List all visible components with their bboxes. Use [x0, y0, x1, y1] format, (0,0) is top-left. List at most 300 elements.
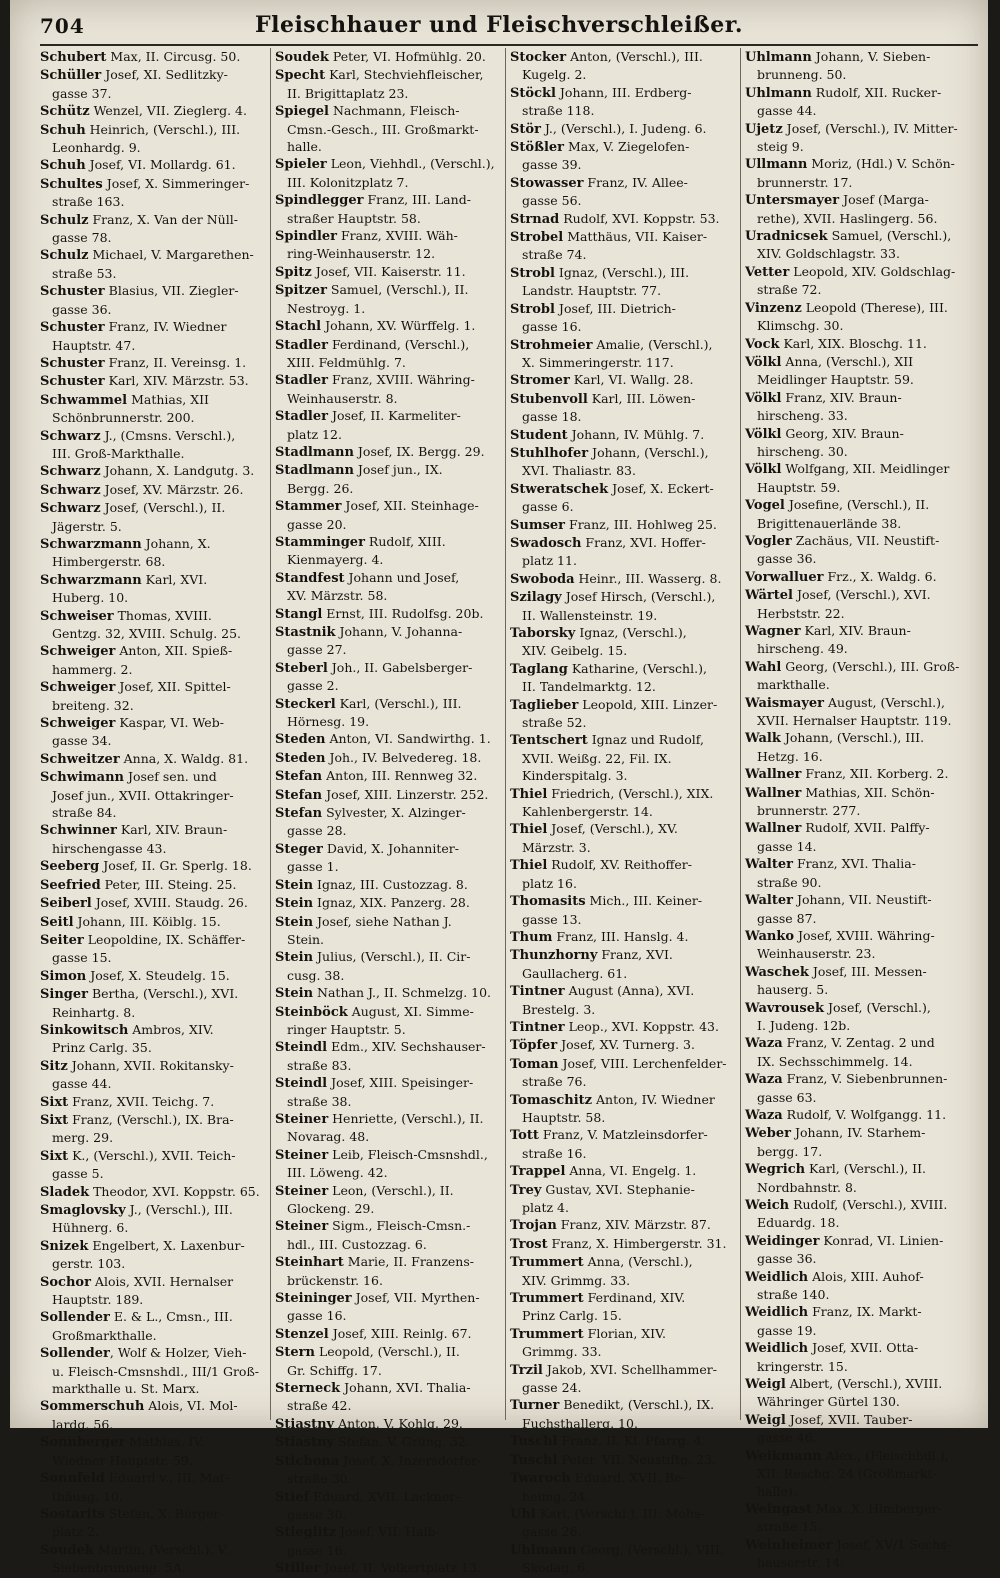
entry-address: Josef, XII. Steinhage- gasse 20.: [287, 498, 479, 532]
entry-address: Anton, (Verschl.), III. Kugelg. 2.: [522, 49, 703, 83]
entry-address: Georg, (Verschl.), VIII. Skodag. 6.: [522, 1541, 724, 1576]
directory-entry: [745, 1411, 971, 1447]
entry-name: Schütz: [40, 104, 90, 120]
directory-entry: [40, 642, 266, 678]
entry-address: J., (Cmsns. Verschl.), III. Groß-Markthalle.: [52, 427, 236, 461]
entry-address: Peter, VII. Neustiftg. 23.: [557, 1451, 716, 1467]
page-number: 704: [40, 14, 85, 38]
directory-entry: [510, 444, 736, 480]
entry-address: Ignaz und Rudolf, XVII. Weißg. 22, Fil. IX. Kinderspitalg. 3.: [522, 732, 704, 784]
entry-address: Karl, (Verschl.), III. Hörnesg. 19.: [287, 695, 462, 730]
directory-entry: [40, 913, 266, 931]
directory-entry: [275, 767, 501, 785]
column-3: [510, 48, 736, 1576]
directory-entry: [510, 1289, 736, 1325]
entry-name: Tentschert: [510, 733, 588, 749]
entry-address: Anton, XII. Spieß- hammerg. 2.: [52, 643, 233, 677]
entry-name: Spitzer: [275, 283, 327, 299]
directory-entry: [275, 1488, 501, 1524]
directory-entry: [40, 1397, 266, 1433]
directory-entry: [745, 1339, 971, 1375]
entry-name: Weidlich: [745, 1269, 809, 1285]
entry-address: Josef jun., IX. Bergg. 26.: [287, 462, 443, 496]
entry-name: Sixt: [40, 1148, 69, 1164]
entry-address: Johann, III. Köiblg. 15.: [73, 913, 221, 929]
entry-address: Josef, III. Dietrich- gasse 16.: [522, 300, 676, 335]
entry-name: Steiner: [275, 1219, 329, 1235]
directory-entry: [745, 335, 971, 353]
entry-name: Weich: [745, 1198, 790, 1213]
entry-name: Stangl: [275, 606, 323, 622]
entry-name: Uhlmann: [745, 85, 812, 101]
entry-address: Leopoldine, IX. Schäffer- gasse 15.: [52, 931, 246, 966]
entry-name: Specht: [275, 68, 326, 84]
entry-name: Trummert: [510, 1291, 584, 1307]
directory-entry: [275, 1110, 501, 1146]
entry-name: Stief: [275, 1489, 310, 1505]
entry-address: Karl, VI. Wallg. 28.: [569, 372, 694, 388]
directory-entry: [745, 1034, 971, 1070]
entry-name: Stößler: [510, 140, 564, 156]
entry-address: Heinrich, (Verschl.), III. Leonhardg. 9.: [52, 121, 241, 156]
entry-name: Ullmann: [745, 157, 808, 173]
entry-name: Waza: [745, 1107, 783, 1123]
entry-address: Franz, V. Zentag. 2 und IX. Sechsschimmelg. 14.: [757, 1035, 935, 1069]
entry-address: Johann, XV. Würffelg. 1.: [321, 318, 476, 334]
entry-address: Anna, VI. Engelg. 1.: [565, 1163, 697, 1179]
entry-address: Ignaz, III. Custozzag. 8.: [313, 876, 468, 892]
directory-entry: [745, 1070, 971, 1106]
entry-address: Mathias, XII. Schön- brunnerstr. 277.: [757, 784, 935, 819]
directory-entry: [40, 967, 266, 985]
entry-name: Steininger: [275, 1291, 352, 1307]
directory-entry: [510, 264, 736, 300]
directory-entry: [40, 499, 266, 535]
entry-name: Stern: [275, 1345, 315, 1361]
entry-name: Schwarz: [40, 482, 101, 498]
column-1: [40, 48, 266, 1576]
entry-name: Strobl: [510, 301, 555, 317]
entry-address: Rudolf, XV. Reithoffer- platz 16.: [522, 857, 692, 891]
entry-address: Franz, IV. Wiedner Hauptstr. 47.: [52, 319, 227, 353]
entry-name: Stein: [275, 896, 314, 912]
entry-name: Weidlich: [745, 1341, 809, 1357]
entry-address: Ernst, III. Rudolfsg. 20b.: [322, 605, 484, 621]
directory-entry: [745, 999, 971, 1035]
directory-entry: [510, 1055, 736, 1091]
entry-name: Waza: [745, 1072, 783, 1088]
entry-address: Eduard v., III. Mat- thäusg. 10.: [52, 1470, 230, 1504]
directory-entry: [510, 660, 736, 696]
directory-entry: [40, 282, 266, 318]
entry-name: Sollender: [40, 1310, 110, 1326]
entry-name: Stör: [510, 121, 541, 137]
entry-name: Vogel: [745, 498, 785, 514]
directory-entry: [40, 48, 266, 66]
entry-address: Josef, X. Steudelg. 15.: [86, 967, 230, 983]
entry-address: Eduard, XVII. Be- heimg. 24.: [522, 1470, 686, 1504]
entry-address: Anton, IV. Wiedner Hauptstr. 58.: [522, 1091, 715, 1125]
entry-address: Josef, XVII. Otta- kringerstr. 15.: [757, 1340, 919, 1374]
entry-address: Karl, XVI. Huberg. 10.: [52, 571, 208, 606]
entry-name: Wallner: [745, 785, 802, 801]
entry-name: Weber: [745, 1126, 792, 1142]
entry-address: Benedikt, (Verschl.), IX. Fuchsthallerg. 10.: [522, 1397, 715, 1431]
directory-entry: [510, 336, 736, 372]
entry-address: Alois, XVII. Hernalser Hauptstr. 189.: [52, 1273, 234, 1308]
directory-entry: [510, 785, 736, 821]
entry-name: Trost: [510, 1236, 548, 1252]
directory-entry: [510, 1325, 736, 1361]
directory-entry: [40, 1057, 266, 1093]
directory-entry: [745, 586, 971, 622]
entry-name: Steckerl: [275, 696, 336, 712]
entry-address: Leop., XVI. Koppstr. 43.: [564, 1018, 719, 1034]
entry-name: Steindl: [275, 1076, 328, 1092]
directory-entry: [510, 300, 736, 336]
entry-address: Ignaz, (Verschl.), XIV. Geibelg. 15.: [522, 625, 687, 659]
entry-name: Thiel: [510, 858, 548, 874]
entry-address: Franz, X. Van der Nüll- gasse 78.: [52, 211, 238, 246]
entry-address: Ferdinand, (Verschl.), XIII. Feldmühlg. 7.: [287, 336, 470, 370]
entry-name: Thiel: [510, 786, 548, 802]
entry-address: Josef, (Verschl.), XV. Märzstr. 3.: [522, 821, 678, 855]
directory-entry: [745, 891, 971, 927]
entry-address: Franz, II. Vereinsg. 1.: [104, 354, 247, 370]
entry-name: Stastnik: [275, 625, 336, 640]
entry-name: Stowasser: [510, 175, 584, 191]
directory-entry: [510, 84, 736, 120]
entry-address: Franz, III. Hanslg. 4.: [552, 928, 689, 944]
directory-entry: [40, 175, 266, 211]
entry-name: Trojan: [510, 1218, 557, 1234]
directory-entry: [745, 496, 971, 532]
entry-address: Konrad, VI. Linien- gasse 36.: [757, 1232, 944, 1267]
entry-name: Trey: [510, 1182, 542, 1198]
entry-address: Johann, X. Landgutg. 3.: [100, 463, 255, 479]
directory-entry: [745, 1303, 971, 1339]
entry-name: Sixt: [40, 1094, 69, 1110]
entry-address: Franz, V. Siebenbrunnen- gasse 63.: [757, 1071, 948, 1105]
entry-name: Stichona: [275, 1453, 340, 1469]
directory-entry: [510, 1432, 736, 1450]
entry-address: Leopold, (Verschl.), II. Gr. Schiffg. 17.: [287, 1344, 460, 1378]
directory-entry: [510, 48, 736, 84]
entry-name: Wagner: [745, 624, 801, 639]
directory-entry: [275, 227, 501, 263]
directory-entry: [40, 354, 266, 372]
entry-name: Waschek: [745, 964, 809, 980]
entry-name: Tintner: [510, 984, 565, 1000]
entry-name: Weidinger: [745, 1233, 820, 1249]
directory-entry: [745, 1500, 971, 1536]
entry-address: Karl, XIV. Braun- hirscheng. 49.: [757, 623, 911, 657]
column-2: [275, 48, 501, 1577]
directory-entry: [275, 1289, 501, 1325]
entry-address: Karl, XIV. Braun- hirschengasse 43.: [52, 822, 228, 856]
directory-entry: [510, 588, 736, 624]
entry-name: Völkl: [745, 462, 782, 478]
directory-entry: [40, 102, 266, 120]
directory-entry: [745, 389, 971, 425]
directory-entry: [745, 765, 971, 783]
entry-address: Josef, XV. Turnerg. 3.: [557, 1037, 695, 1053]
entry-address: Franz, XVI. Gaullacherg. 61.: [522, 947, 673, 981]
entry-address: Max, II. Circusg. 50.: [106, 49, 241, 64]
entry-address: Julius, (Verschl.), II. Cir- cusg. 38.: [287, 949, 471, 983]
entry-name: Strnad: [510, 211, 560, 227]
entry-address: Mich., III. Keiner- gasse 13.: [522, 893, 703, 927]
entry-name: Schulz: [40, 248, 89, 264]
directory-entry: [510, 210, 736, 228]
entry-address: Anton, VI. Sandwirthg. 1.: [325, 731, 491, 747]
directory-entry: [275, 948, 501, 984]
entry-address: August, (Verschl.), XVII. Hernalser Hauptstr. 119.: [757, 694, 952, 729]
entry-address: Engelbert, X. Laxenbur- gerstr. 103.: [52, 1237, 245, 1272]
entry-name: Steiner: [275, 1147, 329, 1163]
entry-name: Uradnicsek: [745, 229, 828, 245]
entry-address: Thomas, XVIII. Gentzg. 32, XVIII. Schulg. 25.: [52, 607, 242, 641]
entry-address: Josef, XIII. Reinlg. 67.: [328, 1325, 472, 1341]
entry-name: Spitz: [275, 264, 312, 280]
entry-name: Steiner: [275, 1111, 329, 1127]
entry-name: Thomasits: [510, 894, 586, 910]
entry-address: Karl, Stechviehfleischer, II. Brigittaplatz 23.: [287, 67, 484, 101]
directory-entry: [510, 1036, 736, 1054]
entry-address: Mathias, IV. Wiedner Hauptstr. 59.: [52, 1434, 205, 1468]
entry-address: Franz, II. Kl. Pfarrg. 4.: [557, 1433, 706, 1449]
entry-address: Johann, IV. Starhem- bergg. 17.: [757, 1125, 926, 1159]
directory-entry: [745, 353, 971, 389]
page-title: Fleischhauer und Fleischverschleißer.: [254, 12, 744, 38]
entry-name: Sochor: [40, 1274, 91, 1290]
entry-name: Untersmayer: [745, 193, 840, 209]
directory-entry: [510, 516, 736, 534]
directory-entry: [510, 856, 736, 892]
entry-address: Georg, (Verschl.), III. Groß- markthalle.: [757, 658, 960, 693]
entry-name: Schweitzer: [40, 751, 120, 767]
entry-name: Steden: [275, 732, 326, 748]
entry-name: Seitl: [40, 914, 74, 930]
entry-address: Stefan, V. Grüng. 32.: [334, 1434, 470, 1450]
entry-address: Leopold, XIV. Goldschlag- straße 72.: [757, 263, 956, 298]
entry-address: Franz, XVIII. Wäh- ring-Weinhauserstr. 12.: [287, 228, 458, 262]
entry-name: Stefan: [275, 806, 323, 822]
entry-address: Florian, XIV. Grimmg. 33.: [522, 1325, 666, 1360]
entry-name: Stefan: [275, 787, 323, 803]
entry-name: Weingast: [745, 1501, 813, 1517]
directory-entry: [275, 1038, 501, 1074]
entry-address: Max, V. Ziegelofen- gasse 39.: [522, 139, 690, 173]
directory-entry: [275, 1452, 501, 1488]
entry-name: Waza: [745, 1036, 783, 1052]
directory-entry: [275, 461, 501, 497]
directory-entry: [40, 1093, 266, 1111]
directory-entry: [510, 1361, 736, 1397]
directory-entry: [275, 371, 501, 407]
directory-entry: [40, 1505, 266, 1541]
entry-name: Weidlich: [745, 1305, 809, 1321]
directory-entry: [275, 443, 501, 461]
entry-name: Swoboda: [510, 571, 575, 587]
entry-address: Anton, V. Kohlg. 29.: [334, 1415, 463, 1431]
entry-name: Weikmann: [745, 1448, 822, 1464]
entry-address: K., (Verschl.), XVII. Teich- gasse 5.: [52, 1147, 236, 1182]
entry-name: Twaroch: [510, 1471, 571, 1487]
entry-address: Josef, XIII. Linzerstr. 252.: [322, 786, 489, 802]
entry-name: Walk: [745, 731, 781, 747]
entry-address: Johann, V. Johanna- gasse 27.: [287, 624, 463, 658]
entry-address: Josef, XII. Spittel- breiteng. 32.: [52, 679, 231, 713]
entry-name: Wärtel: [745, 588, 793, 604]
entry-address: Katharine, (Verschl.), II. Tandelmarktg. 12.: [522, 660, 707, 695]
entry-name: Sostarits: [40, 1506, 105, 1522]
directory-entry: [510, 696, 736, 732]
entry-name: Weigl: [745, 1412, 786, 1428]
entry-name: Völkl: [745, 390, 782, 406]
entry-name: Spindler: [275, 229, 338, 245]
entry-address: Leopold, XIII. Linzer- straße 52.: [522, 696, 718, 731]
entry-address: Josef, X. Eckert- gasse 6.: [522, 480, 714, 515]
entry-name: Ujetz: [745, 121, 783, 137]
entry-name: Stamminger: [275, 534, 365, 550]
entry-address: Johann, V. Sieben- brunneng. 50.: [757, 49, 931, 83]
entry-address: Max, X. Himberger- straße 15.: [757, 1500, 942, 1535]
directory-entry: [275, 1074, 501, 1110]
entry-name: Simon: [40, 968, 87, 984]
directory-entry: [40, 1111, 266, 1147]
entry-name: Sonnfeld: [40, 1471, 105, 1487]
entry-address: Samuel, (Verschl.), XIV. Goldschlagstr. 33.: [757, 228, 952, 262]
directory-entry: [275, 317, 501, 335]
directory-entry: [40, 1201, 266, 1237]
entry-name: Stadlmann: [275, 444, 354, 460]
entry-name: Stieglitz: [275, 1525, 336, 1541]
entry-name: Schuster: [40, 374, 105, 390]
entry-address: Karl, XIX. Bloschg. 11.: [779, 335, 927, 351]
entry-name: Sinkowitsch: [40, 1022, 129, 1038]
entry-name: Trummert: [510, 1255, 584, 1271]
entry-name: Sommerschuh: [40, 1399, 145, 1415]
entry-name: Tuschl: [510, 1434, 558, 1450]
directory-entry: [510, 982, 736, 1018]
entry-address: Rudolf, XII. Rucker- gasse 44.: [757, 84, 942, 119]
directory-entry: [40, 211, 266, 247]
entry-address: Zachäus, VII. Neustift- gasse 36.: [757, 532, 940, 567]
entry-name: Schubert: [40, 50, 107, 65]
entry-address: Ignaz, XIX. Panzerg. 28.: [313, 895, 470, 911]
entry-address: Rudolf, XIII. Kienmayerg. 4.: [287, 533, 446, 568]
entry-name: Tintner: [510, 1019, 565, 1035]
entry-name: Seiberl: [40, 896, 92, 912]
entry-address: Karl, (Verschl.), II. Nordbahnstr. 8.: [757, 1161, 926, 1195]
entry-name: Stammer: [275, 499, 342, 515]
entry-name: Singer: [40, 987, 88, 1003]
entry-name: Vogler: [745, 533, 792, 549]
directory-entry: [510, 1469, 736, 1505]
entry-name: Völkl: [745, 426, 782, 442]
entry-address: Albert, (Verschl.), XVIII. Währinger Gürtel 130.: [757, 1376, 943, 1410]
directory-entry: [510, 534, 736, 570]
directory-entry: [275, 695, 501, 731]
entry-name: Thunzhorny: [510, 948, 598, 964]
entry-address: Rudolf, XVII. Palffy- gasse 14.: [757, 820, 930, 854]
directory-entry: [275, 605, 501, 623]
entry-name: Walter: [745, 893, 793, 909]
entry-name: Schuster: [40, 320, 105, 336]
entry-name: Stein: [275, 950, 314, 966]
entry-address: Matthäus, VII. Kaiser- straße 74.: [522, 229, 708, 263]
directory-entry: [40, 1147, 266, 1183]
entry-name: Sterneck: [275, 1381, 341, 1397]
entry-address: Johann, (Verschl.), XVI. Thaliastr. 83.: [522, 444, 709, 479]
entry-address: Anton, III. Rennweg 32.: [322, 768, 478, 784]
directory-entry: [275, 1146, 501, 1182]
entry-address: Alois, XIII. Auhof- straße 140.: [757, 1268, 924, 1303]
entry-name: Standfest: [275, 570, 345, 586]
directory-entry: [745, 1268, 971, 1304]
column-4: [745, 48, 971, 1571]
entry-address: Samuel, (Verschl.), II. Nestroyg. 1.: [287, 282, 469, 316]
directory-entry: [745, 263, 971, 299]
directory-entry: [510, 731, 736, 784]
entry-address: Josef, VII. Myrthen- gasse 16.: [287, 1290, 480, 1324]
directory-entry: [275, 155, 501, 191]
entry-name: Steinhart: [275, 1255, 344, 1271]
entry-address: Anna, (Verschl.), XIV. Grimmg. 33.: [522, 1254, 693, 1288]
directory-entry: [40, 1541, 266, 1577]
entry-address: Nathan J., II. Schmelzg. 10.: [313, 985, 492, 1001]
entry-address: Henriette, (Verschl.), II. Novarag. 48.: [287, 1110, 484, 1145]
entry-address: Bertha, (Verschl.), XVI. Reinhartg. 8.: [52, 986, 239, 1020]
directory-entry: [275, 533, 501, 569]
directory-entry: [275, 281, 501, 317]
entry-name: Sumser: [510, 517, 566, 533]
directory-entry: [745, 299, 971, 335]
entry-name: Taglieber: [510, 697, 579, 713]
directory-entry: [275, 876, 501, 894]
directory-entry: [275, 913, 501, 949]
directory-entry: [510, 426, 736, 444]
entry-address: Josef sen. und Josef jun., XVII. Ottakringer- straße 84.: [52, 769, 234, 821]
entry-name: Vorwalluer: [745, 569, 824, 585]
entry-address: Franz, XVII. Teichg. 7.: [68, 1093, 215, 1109]
entry-address: Friedrich, (Verschl.), XIX. Kahlenbergerstr. 14.: [522, 785, 714, 820]
entry-name: Soudek: [40, 1542, 94, 1558]
directory-entry: [510, 1396, 736, 1432]
directory-entry: [510, 928, 736, 946]
entry-address: Moriz, (Hdl.) V. Schön- brunnerstr. 17.: [757, 156, 955, 190]
entry-name: Trappel: [510, 1164, 566, 1180]
entry-name: Sollender: [40, 1346, 110, 1362]
entry-name: Schwarzmann: [40, 572, 142, 588]
entry-name: Schwarz: [40, 464, 101, 480]
directory-entry: [40, 750, 266, 768]
entry-address: Leib, Fleisch-Cmsnshdl., III. Löweng. 42.: [287, 1146, 488, 1181]
directory-entry: [745, 1196, 971, 1232]
directory-entry: [510, 174, 736, 210]
entry-name: Sonnberger: [40, 1435, 126, 1451]
directory-entry: [745, 1232, 971, 1268]
directory-entry: [40, 857, 266, 875]
entry-address: David, X. Johanniter- gasse 1.: [287, 840, 459, 875]
entry-name: Stiller: [275, 1561, 321, 1577]
directory-entry: [275, 1433, 501, 1451]
directory-entry: [510, 1018, 736, 1036]
entry-name: Steindl: [275, 1040, 328, 1056]
directory-entry: [745, 855, 971, 891]
entry-address: Franz, IV. Allee- gasse 56.: [522, 174, 688, 209]
